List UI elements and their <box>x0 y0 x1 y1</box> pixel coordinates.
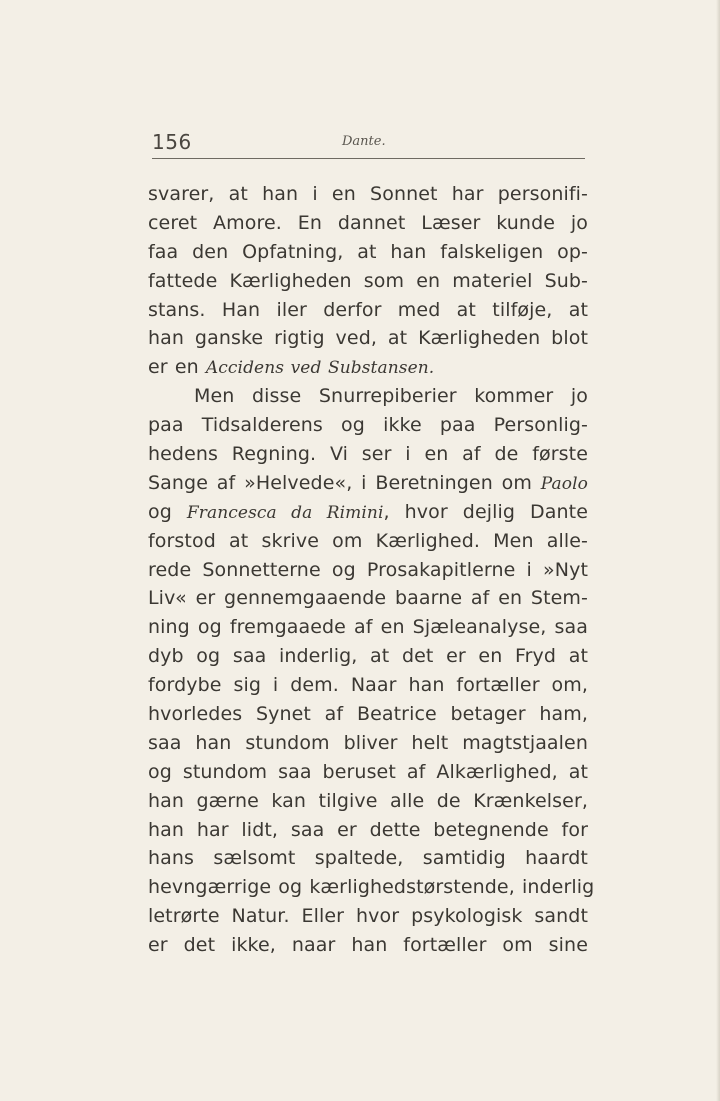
text-line: forstod at skrive om Kærlighed. Men alle- <box>148 529 588 552</box>
body-text <box>148 180 595 960</box>
text-line: saa han stundom bliver helt magtstjaalen <box>148 731 588 754</box>
text-segment: Sange af »Helvede«, i Beretningen om <box>148 471 541 494</box>
italic-name: Paolo <box>540 473 588 494</box>
text-line: faa den Opfatning, at han falskeligen op- <box>148 240 588 263</box>
page-number: 156 <box>152 130 192 154</box>
text-line: hedens Regning. Vi ser i en af de første <box>148 443 588 466</box>
running-title: Dante. <box>342 134 386 149</box>
text-line: dyb og saa inderlig, at det er en Fryd at <box>148 645 588 668</box>
text-line: hvorledes Synet af Beatrice betager ham, <box>148 703 588 726</box>
text-line: hevngærrige og kærlighedstørstende, inderlig <box>148 876 595 899</box>
text-line: letrørte Natur. Eller hvor psykologisk sandt <box>148 905 588 928</box>
italic-phrase: Accidens ved Substansen. <box>205 358 435 379</box>
page-edge <box>716 0 720 1101</box>
paragraph-start: Men disse Snurrepiberier kommer jo <box>194 385 588 408</box>
text-segment: er en <box>148 356 206 379</box>
text-line <box>148 498 588 527</box>
text-line: han gærne kan tilgive alle de Krænkelser, <box>148 789 588 812</box>
text-line: er det ikke, naar han fortæller om sine <box>148 934 588 957</box>
text-line: og stundom saa beruset af Alkærlighed, at <box>148 760 588 783</box>
text-line: han ganske rigtig ved, at Kærligheden blot <box>148 327 588 350</box>
text-line: fordybe sig i dem. Naar han fortæller om, <box>148 674 588 697</box>
running-head <box>152 130 585 156</box>
header-rule <box>152 158 585 159</box>
italic-name: Francesca da Rimini <box>186 502 384 523</box>
text-line: stans. Han iler derfor med at tilføje, at <box>148 298 588 321</box>
text-line: Liv« er gennemgaaende baarne af en Stem- <box>148 587 588 610</box>
text-segment: , hvor dejlig Dante <box>383 500 588 523</box>
text-segment: og <box>148 500 187 523</box>
text-line: fattede Kærligheden som en materiel Sub- <box>148 269 588 292</box>
text-line <box>148 353 588 382</box>
text-line: han har lidt, saa er dette betegnende for <box>148 818 588 841</box>
text-line: rede Sonnetterne og Prosakapitlerne i »Nyt <box>148 558 588 581</box>
text-line: svarer, at han i en Sonnet har personifi- <box>148 183 588 205</box>
text-line: hans sælsomt spaltede, samtidig haardt <box>148 847 588 870</box>
text-line <box>148 469 588 498</box>
text-line: ning og fremgaaede af en Sjæleanalyse, saa <box>148 616 588 639</box>
text-line: paa Tidsalderens og ikke paa Personlig- <box>148 414 588 437</box>
text-line: ceret Amore. En dannet Læser kunde jo <box>148 211 588 234</box>
